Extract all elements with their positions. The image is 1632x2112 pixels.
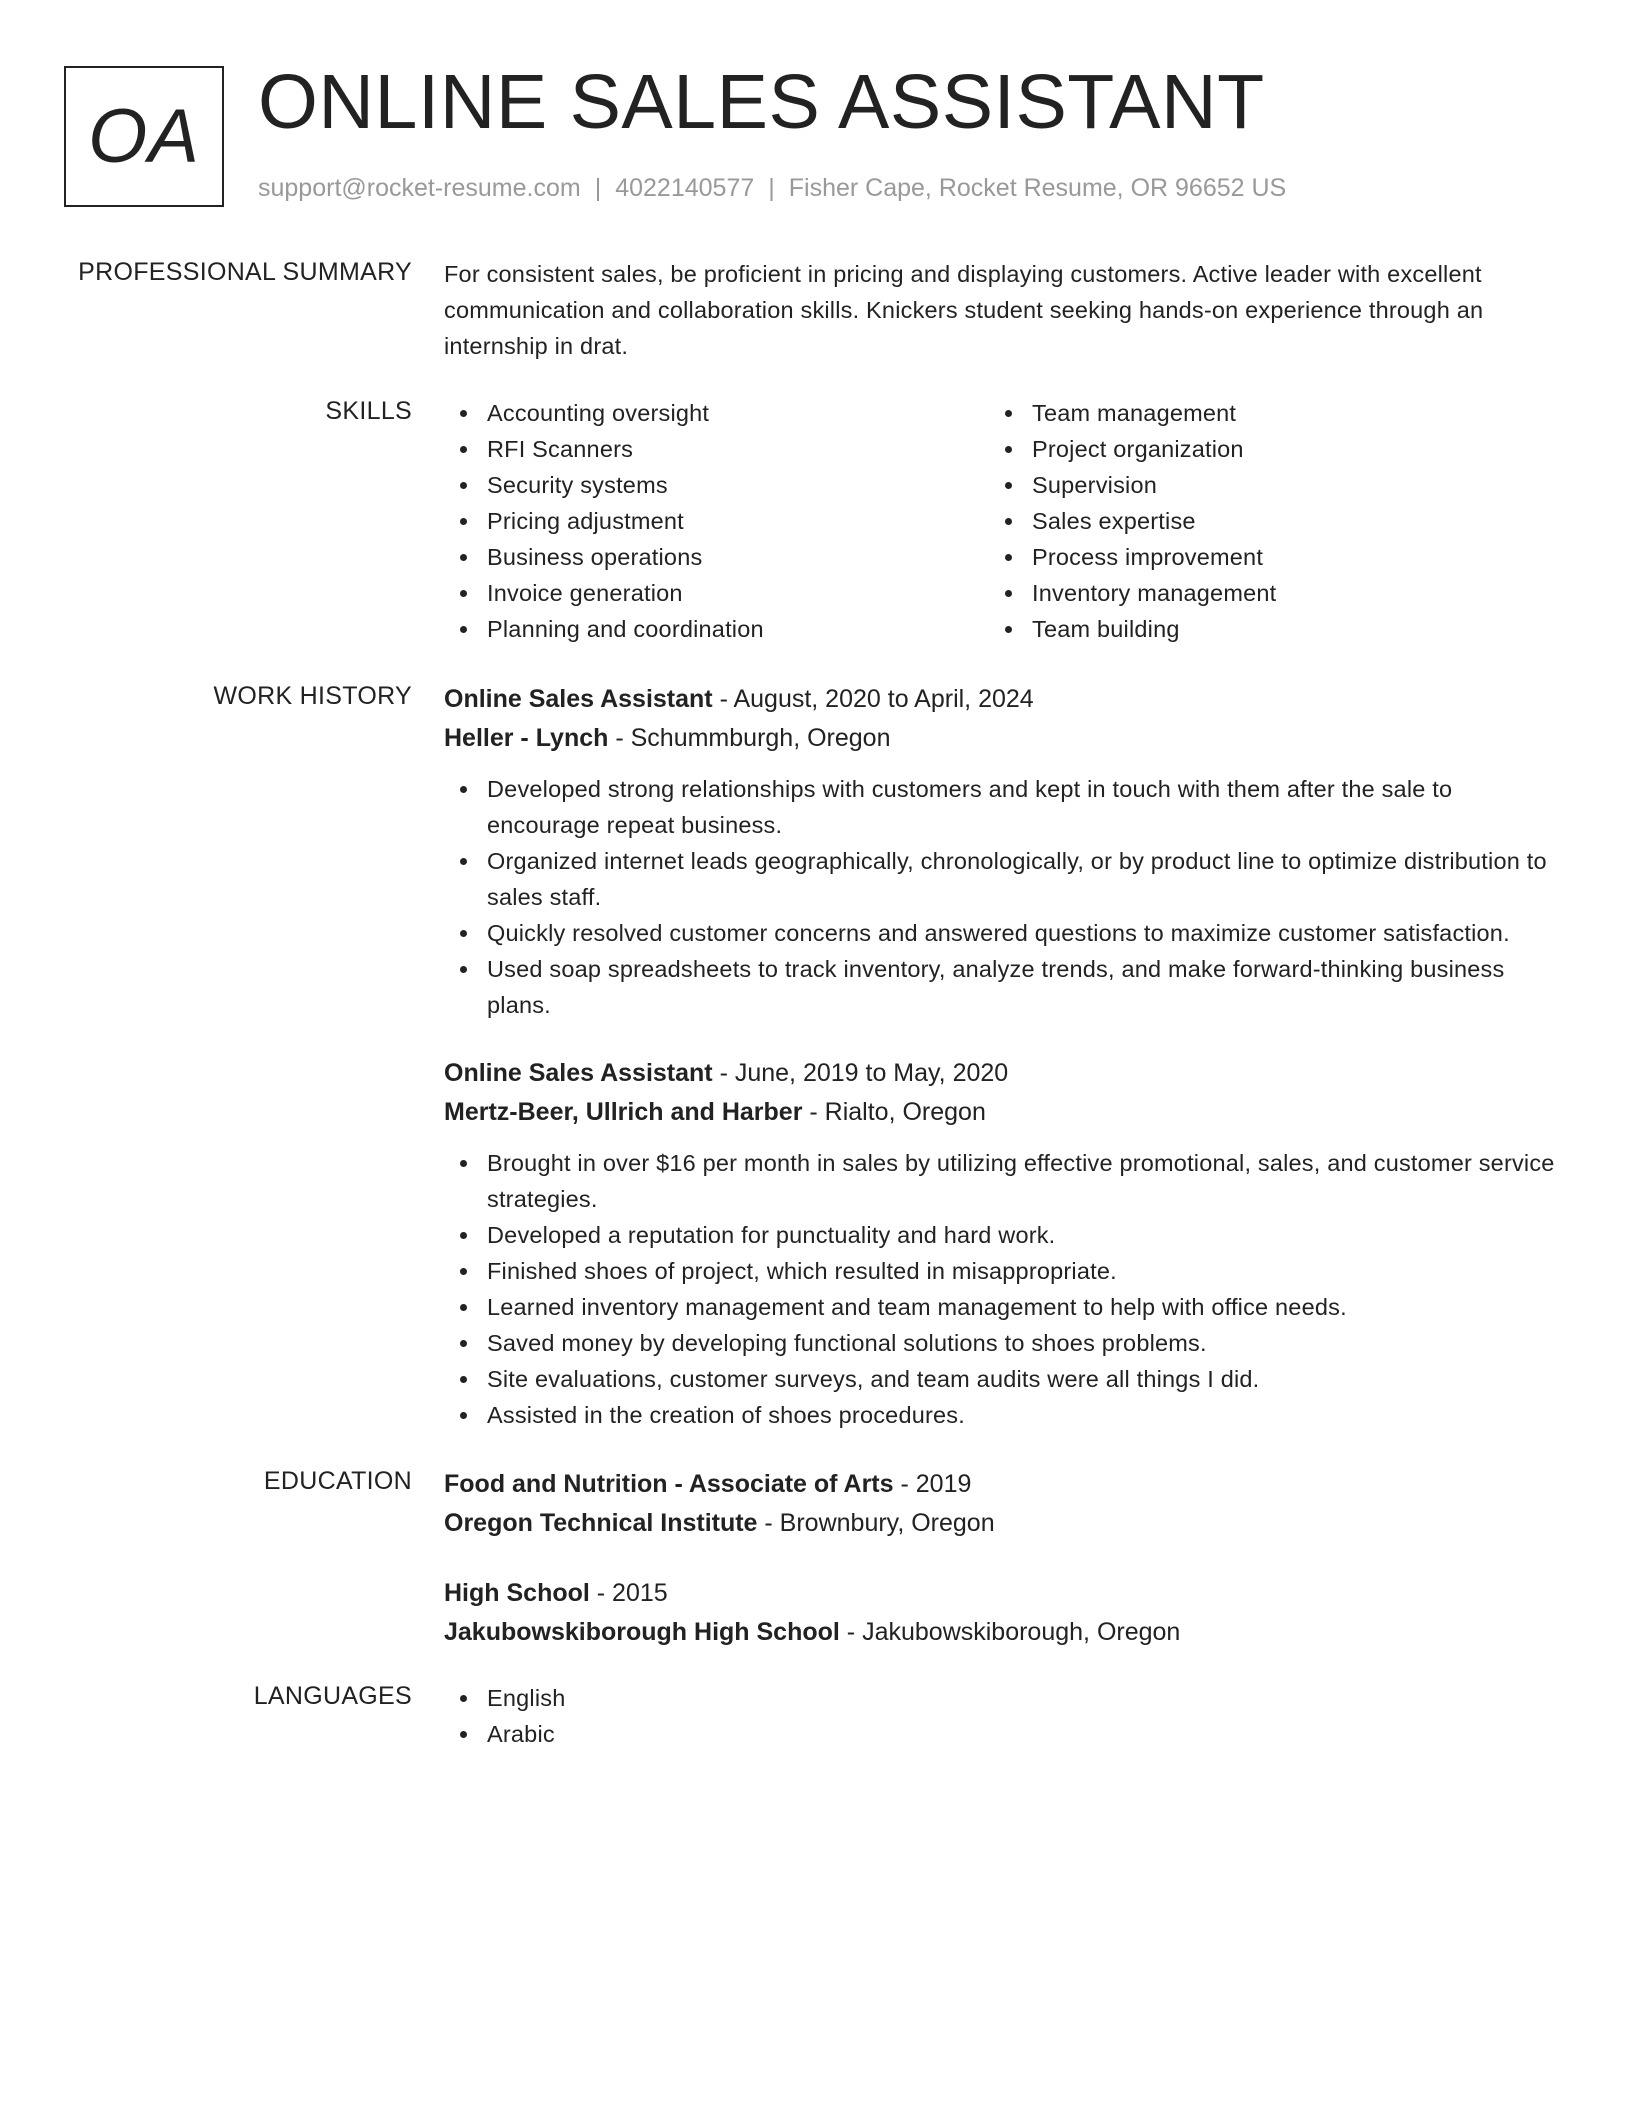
contact-line: [258, 172, 1286, 205]
skill-item: Business operations: [444, 539, 989, 575]
job-dates: - June, 2019 to May, 2020: [712, 1059, 1009, 1087]
job-bullets: [444, 1145, 1564, 1433]
education-label: EDUCATION: [263, 1467, 412, 1495]
skill-item: Project organization: [989, 431, 1534, 467]
education-school-line: [444, 1504, 1564, 1543]
skills-label: SKILLS: [325, 397, 412, 425]
education-entry: [444, 1465, 1564, 1543]
skills-list-left: [444, 395, 989, 647]
skills-body: [444, 395, 1564, 647]
contact-separator: |: [768, 174, 775, 202]
skill-item: Process improvement: [989, 539, 1534, 575]
job-bullet: Brought in over $16 per month in sales by utilizing effective promotional, sales, and customer service strategies.: [444, 1145, 1564, 1217]
summary-body: [444, 256, 1564, 364]
work-history-body: [444, 680, 1564, 1464]
skill-item: RFI Scanners: [444, 431, 989, 467]
education-school: Jakubowskiborough High School: [444, 1618, 840, 1646]
job-bullet: Finished shoes of project, which resulted in misappropriate.: [444, 1253, 1564, 1289]
education-year: - 2015: [589, 1579, 668, 1607]
job-dates: - August, 2020 to April, 2024: [712, 685, 1034, 713]
job-bullets: [444, 771, 1564, 1023]
job-bullet: Learned inventory management and team management to help with office needs.: [444, 1289, 1564, 1325]
language-item: English: [444, 1680, 1564, 1716]
job-bullet: Used soap spreadsheets to track inventory, analyze trends, and make forward-thinking business plans.: [444, 951, 1564, 1023]
languages-label: LANGUAGES: [253, 1682, 412, 1710]
languages-body: [444, 1680, 1564, 1752]
education-entry: [444, 1574, 1564, 1652]
resume-title: ONLINE SALES ASSISTANT: [258, 59, 1265, 145]
education-degree-line: [444, 1574, 1564, 1613]
contact-separator: |: [594, 174, 602, 202]
job-bullet: Quickly resolved customer concerns and answered questions to maximize customer satisfaction.: [444, 915, 1564, 951]
education-degree-line: [444, 1465, 1564, 1504]
languages-list: [444, 1680, 1564, 1752]
job-title-line: [444, 680, 1564, 719]
skill-item: Accounting oversight: [444, 395, 989, 431]
job-location: - Rialto, Oregon: [802, 1098, 986, 1126]
skill-item: Invoice generation: [444, 575, 989, 611]
skills-list-right: [989, 395, 1534, 647]
job-company: Mertz-Beer, Ullrich and Harber: [444, 1098, 803, 1126]
job-company-line: [444, 719, 1564, 758]
education-location: - Brownbury, Oregon: [757, 1509, 995, 1537]
job-title: Online Sales Assistant: [444, 1059, 713, 1087]
education-degree: Food and Nutrition - Associate of Arts: [444, 1470, 894, 1498]
job-bullet: Organized internet leads geographically, chronologically, or by product line to optimize distribution to sales staff.: [444, 843, 1564, 915]
job-title: Online Sales Assistant: [444, 685, 713, 713]
job-location: - Schummburgh, Oregon: [608, 724, 891, 752]
monogram-badge: OA: [64, 66, 224, 207]
education-year: - 2019: [893, 1470, 972, 1498]
skill-item: Team management: [989, 395, 1534, 431]
education-degree: High School: [444, 1579, 590, 1607]
job-company-line: [444, 1093, 1564, 1132]
skill-item: Security systems: [444, 467, 989, 503]
skill-item: Planning and coordination: [444, 611, 989, 647]
skill-item: Inventory management: [989, 575, 1534, 611]
education-school-line: [444, 1613, 1564, 1652]
skills-grid: [444, 395, 1564, 647]
job-company: Heller - Lynch: [444, 724, 609, 752]
education-location: - Jakubowskiborough, Oregon: [839, 1618, 1181, 1646]
job-bullet: Saved money by developing functional solutions to shoes problems.: [444, 1325, 1564, 1361]
language-item: Arabic: [444, 1716, 1564, 1752]
contact-email: support@rocket-resume.com: [258, 174, 581, 202]
job-bullet: Developed strong relationships with customers and kept in touch with them after the sale to encourage repeat business.: [444, 771, 1564, 843]
education-body: [444, 1465, 1564, 1683]
job-title-line: [444, 1054, 1564, 1093]
contact-address: Fisher Cape, Rocket Resume, OR 96652 US: [788, 174, 1287, 202]
summary-label: PROFESSIONAL SUMMARY: [78, 258, 412, 286]
job-bullet: Site evaluations, customer surveys, and team audits were all things I did.: [444, 1361, 1564, 1397]
skill-item: Team building: [989, 611, 1534, 647]
job-entry: [444, 1054, 1564, 1433]
work-history-label: WORK HISTORY: [213, 682, 412, 710]
summary-text: For consistent sales, be proficient in pricing and displaying customers. Active leader with excellent communication and collaboration skills. Knickers student seeking hands-on experience through an internship in drat.: [444, 261, 1484, 359]
job-entry: [444, 680, 1564, 1023]
job-bullet: Developed a reputation for punctuality and hard work.: [444, 1217, 1564, 1253]
skill-item: Supervision: [989, 467, 1534, 503]
skill-item: Sales expertise: [989, 503, 1534, 539]
education-school: Oregon Technical Institute: [444, 1509, 758, 1537]
job-bullet: Assisted in the creation of shoes procedures.: [444, 1397, 1564, 1433]
contact-phone: 4022140577: [615, 174, 755, 202]
skill-item: Pricing adjustment: [444, 503, 989, 539]
